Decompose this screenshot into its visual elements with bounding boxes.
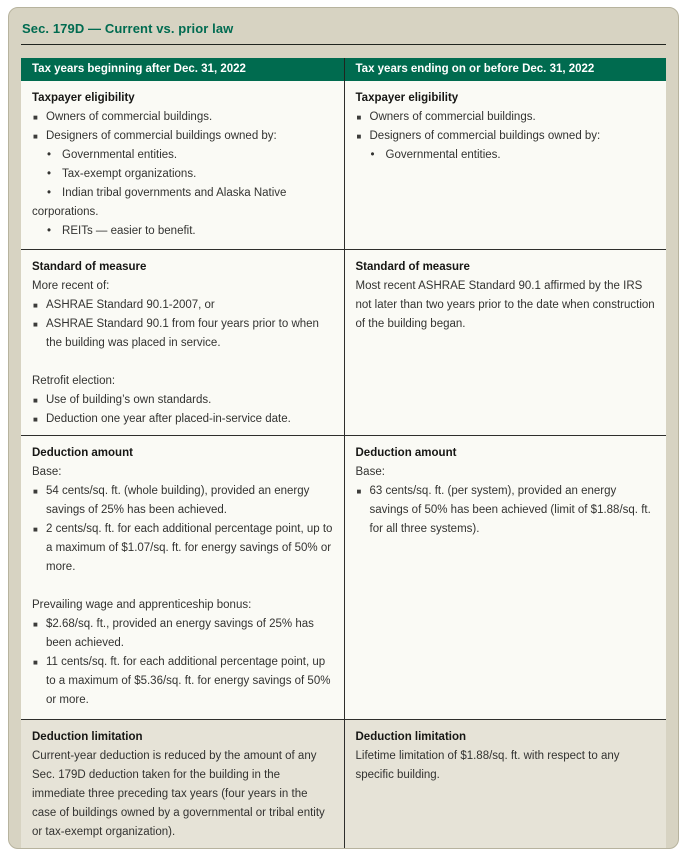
column-header-current-law: Tax years beginning after Dec. 31, 2022 [32, 63, 246, 75]
square-bullet-icon [33, 108, 38, 127]
comparison-table [21, 58, 666, 849]
section-title: Sec. 179D — Current vs. prior law [22, 21, 234, 36]
column-header-prior-law: Tax years ending on or before Dec. 31, 2022 [344, 58, 667, 81]
bullet-text: Owners of commercial buildings. [369, 111, 536, 123]
row-deduction-limitation [21, 719, 666, 849]
cell-heading: Deduction limitation [355, 731, 467, 743]
intro-text: Prevailing wage and apprenticeship bonus: [32, 599, 252, 611]
bullet-text: 11 cents/sq. ft. for each additional percentage point, up to a maximum of $5.36/sq. ft. for energy savings of 50% or more. [46, 656, 331, 706]
square-bullet-icon [357, 108, 362, 127]
bullet-item [32, 296, 333, 315]
cell-heading: Taxpayer eligibility [32, 92, 135, 104]
cell-heading: Standard of measure [355, 261, 470, 273]
cell-current-taxpayer-eligibility [21, 81, 344, 249]
square-bullet-icon [33, 315, 38, 334]
cell-heading: Taxpayer eligibility [355, 92, 459, 104]
table-header-row [21, 58, 666, 81]
cell-prior-deduction-limitation [344, 720, 667, 849]
sub-bullet-item [32, 165, 333, 184]
bullet-text: ASHRAE Standard 90.1-2007, or [46, 299, 215, 311]
sub-bullet-item [32, 146, 333, 165]
bullet-text: 54 cents/sq. ft. (whole building), provided an energy savings of 25% has been achieved. [46, 485, 310, 516]
bullet-item [356, 108, 656, 127]
bullet-text: Deduction one year after placed-in-service date. [46, 413, 291, 425]
bullet-text: Owners of commercial buildings. [46, 111, 213, 123]
row-deduction-amount [21, 435, 666, 719]
sub-bullet-item [32, 184, 333, 222]
bullet-item [32, 315, 333, 353]
bullet-text: 2 cents/sq. ft. for each additional percentage point, up to a maximum of $1.07/sq. ft. for energy savings of 50% or more. [46, 523, 333, 573]
cell-heading: Standard of measure [32, 261, 147, 273]
cell-current-standard-of-measure [21, 250, 344, 435]
dot-bullet-icon [371, 149, 375, 161]
square-bullet-icon [357, 127, 362, 146]
spacer [32, 353, 333, 372]
square-bullet-icon [33, 482, 38, 501]
cell-prior-deduction-amount [344, 436, 667, 719]
sub-bullet-item [356, 146, 656, 165]
row-standard-of-measure [21, 249, 666, 435]
square-bullet-icon [33, 296, 38, 315]
dot-bullet-icon [47, 149, 51, 161]
bullet-item [32, 391, 333, 410]
bullet-item [32, 615, 333, 653]
paragraph-text: Most recent ASHRAE Standard 90.1 affirmed by the IRS not later than two years prior to the date when construction of the building began. [355, 280, 655, 330]
bullet-item [32, 127, 333, 146]
sub-bullet-text: Governmental entities. [385, 149, 501, 161]
intro-text: More recent of: [32, 280, 110, 292]
sub-bullet-item [32, 222, 333, 241]
intro-text: Retrofit election: [32, 375, 116, 387]
bullet-text: 63 cents/sq. ft. (per system), provided an energy savings of 50% has been achieved (limit of $1.88/sq. ft. for all three systems). [369, 485, 651, 535]
bullet-item [32, 520, 333, 577]
sub-bullet-text: Tax-exempt organizations. [62, 168, 197, 180]
square-bullet-icon [33, 391, 38, 410]
title-rule [21, 44, 666, 45]
document-card [8, 7, 679, 849]
cell-heading: Deduction amount [32, 447, 133, 459]
square-bullet-icon [33, 127, 38, 146]
bullet-item [356, 482, 656, 539]
cell-prior-taxpayer-eligibility [344, 81, 667, 249]
bullet-item [32, 108, 333, 127]
intro-text: Base: [355, 466, 385, 478]
cell-current-deduction-limitation [21, 720, 344, 849]
bullet-item [32, 653, 333, 710]
cell-prior-standard-of-measure [344, 250, 667, 435]
paragraph-text: Current-year deduction is reduced by the amount of any Sec. 179D deduction taken for the building in the immediate three preceding tax years (four years in the case of buildings owned by a governmental or tribal entity or tax-exempt organization). [32, 750, 325, 838]
bullet-item [32, 410, 333, 429]
square-bullet-icon [33, 520, 38, 539]
sub-bullet-text: Governmental entities. [62, 149, 178, 161]
bullet-text: Use of building’s own standards. [46, 394, 212, 406]
row-taxpayer-eligibility [21, 81, 666, 249]
square-bullet-icon [33, 653, 38, 672]
bullet-text: Designers of commercial buildings owned by: [46, 130, 277, 142]
square-bullet-icon [33, 615, 38, 634]
bullet-text: $2.68/sq. ft., provided an energy savings of 25% has been achieved. [46, 618, 314, 649]
spacer [32, 577, 333, 596]
paragraph-text: Lifetime limitation of $1.88/sq. ft. with respect to any specific building. [355, 750, 620, 781]
square-bullet-icon [33, 410, 38, 429]
dot-bullet-icon [47, 225, 51, 237]
sub-bullet-text: Indian tribal governments and Alaska Native corporations. [32, 187, 287, 218]
bullet-text: ASHRAE Standard 90.1 from four years prior to when the building was placed in service. [46, 318, 319, 349]
square-bullet-icon [357, 482, 362, 501]
sub-bullet-text: REITs — easier to benefit. [62, 225, 196, 237]
dot-bullet-icon [47, 187, 51, 199]
bullet-item [32, 482, 333, 520]
bullet-item [356, 127, 656, 146]
cell-heading: Deduction limitation [32, 731, 143, 743]
dot-bullet-icon [47, 168, 51, 180]
bullet-text: Designers of commercial buildings owned by: [369, 130, 601, 142]
cell-heading: Deduction amount [355, 447, 457, 459]
intro-text: Base: [32, 466, 62, 478]
cell-current-deduction-amount [21, 436, 344, 719]
